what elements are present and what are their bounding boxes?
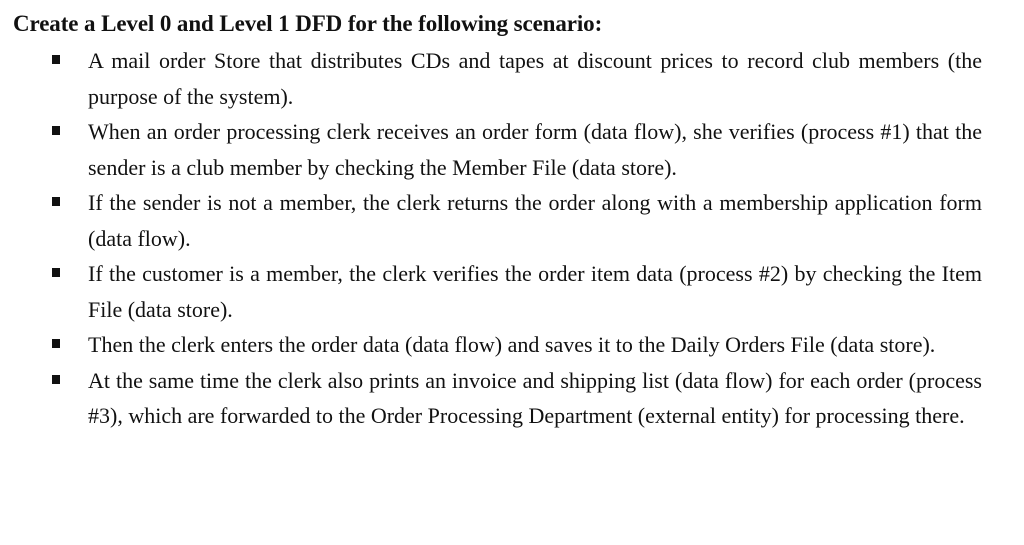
document-heading: Create a Level 0 and Level 1 DFD for the following scenario: — [13, 11, 603, 36]
bullet-item — [0, 114, 982, 185]
square-bullet-icon — [52, 197, 60, 206]
square-bullet-icon — [52, 375, 60, 384]
square-bullet-icon — [52, 268, 60, 277]
square-bullet-icon — [52, 55, 60, 64]
bullet-text: If the sender is not a member, the clerk returns the order along with a membership application form (data flow). — [88, 190, 982, 251]
square-bullet-icon — [52, 339, 60, 348]
bullet-text: Then the clerk enters the order data (data flow) and saves it to the Daily Orders File (data store). — [88, 332, 936, 357]
bullet-text: At the same time the clerk also prints an invoice and shipping list (data flow) for each order (process #3), which are forwarded to the Order Processing Department (external entity) for processing there. — [88, 367, 982, 428]
bullet-text: A mail order Store that distributes CDs and tapes at discount prices to record club members (the purpose of the system). — [88, 48, 982, 109]
bullet-text: If the customer is a member, the clerk verifies the order item data (process #2) by checking the Item File (data store). — [88, 261, 982, 322]
bullet-item — [0, 256, 982, 327]
bullet-item — [0, 43, 982, 114]
scenario-bullet-list — [0, 43, 1024, 434]
bullet-item — [0, 327, 982, 363]
bullet-text: When an order processing clerk receives an order form (data flow), she verifies (process #1) that the sender is a club member by checking the Member File (data store). — [88, 119, 982, 180]
bullet-item — [0, 363, 982, 434]
bullet-item — [0, 185, 982, 256]
square-bullet-icon — [52, 126, 60, 135]
